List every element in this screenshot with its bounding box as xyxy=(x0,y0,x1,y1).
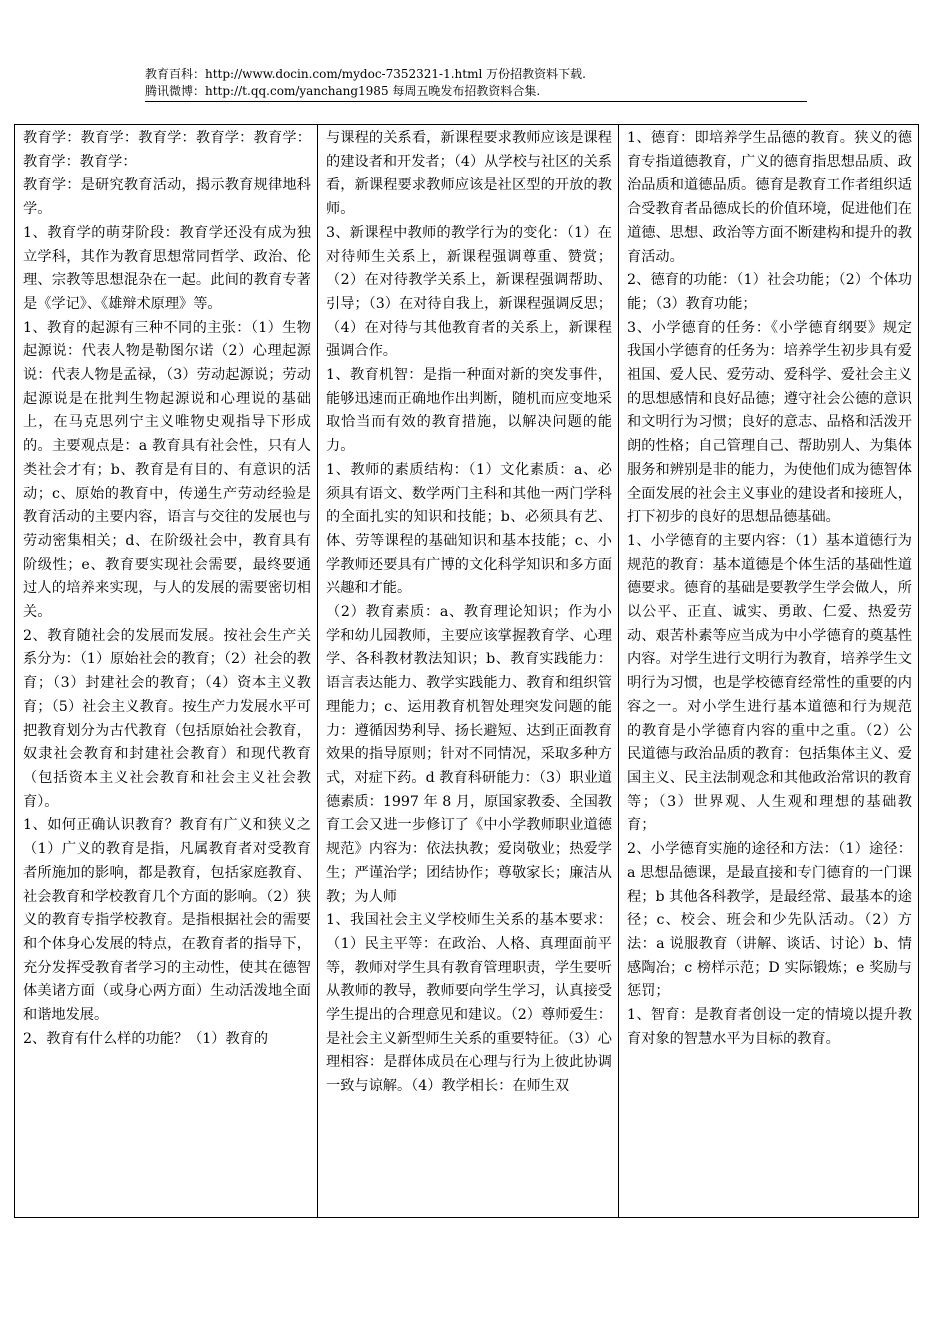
table-column-teachers xyxy=(317,125,618,1217)
paragraph: 1、智育：是教育者创设一定的情境以提升教育对象的智慧水平为目标的教育。 xyxy=(627,1007,912,1047)
paragraph: 教育学：教育学：教育学：教育学：教育学：教育学：教育学： xyxy=(23,130,311,170)
paragraph: 1、我国社会主义学校师生关系的基本要求：（1）民主平等：在政治、人格、真理面前平等，教师对学生具有教育管理职责，学生要听从教师的教导，教师要向学生学习，认真接受学生提出的合理意见和建议。（2）尊师爱生：是社会主义新型师生关系的重要特征。（3）心理相容：是群体成员在心理与行为上彼此协调一致与谅解。（4）教学相长：在师生双 xyxy=(326,912,612,1095)
paragraph: 1、小学德育的主要内容：（1）基本道德行为规范的教育：基本道德是个体生活的基础性道德要求。德育的基础是要教学生学会做人，所以公平、正直、诚实、勇敢、仁爱、热爱劳动、艰苦朴素等应当成为中小学德育的奠基性内容。对学生进行文明行为教育，培养学生文明行为习惯，也是学校德育经常性的重要的内容之一。对小学生进行基本道德和行为规范 的教育是小学德育内容的重中之重。（2）公民道德与政治品质的教育：包括集体主义、爱国主义、民主法制观念和其他政治常识的教育等；（3）世界观、人生观和理想的基础教育； xyxy=(627,532,912,834)
paragraph: 1、德育：即培养学生品德的教育。狭义的德育专指道德教育，广义的德育指思想品质、政治品质和道德品质。德育是教育工作者组织适合受教育者品德成长的价值环境，促进他们在道德、思想、政治等方面不断建构和提升的教育活动。 xyxy=(627,130,912,265)
header-line-weibo: 腾讯微博：http://t.qq.com/yanchang1985 每周五晚发布招教资料合集. xyxy=(145,84,541,98)
paragraph: 1、教育学的萌芽阶段：教育学还没有成为独立学科，其作为教育思想常同哲学、政治、伦理、宗教等思想混杂在一起。此间的教育专著是《学记》、《雄辩术原理》等。 xyxy=(23,224,311,312)
paragraph: 2、小学德育实施的途径和方法：（1）途径：a 思想品德课，是最直接和专门德育的一门课程；b 其他各科教学，是最经常、最基本的途径；c、校会、班会和少先队活动。（2）方法：a 说服教育（讲解、谈话、讨论）b、情感陶冶；c 榜样示范；D 实际锻炼；e 奖励与惩罚； xyxy=(627,841,912,1000)
paragraph: 2、教育有什么样的功能？（1）教育的 xyxy=(23,1030,269,1047)
paragraph: 3、小学德育的任务：《小学德育纲要》规定我国小学德育的任务为：培养学生初步具有爱祖国、爱人民、爱劳动、爱科学、爱社会主义的思想感情和良好品德；遵守社会公德的意识和文明行为习惯；良好的意志、品格和活泼开朗的性格；自己管理自己、帮助别人、为集体服务和辨别是非的能力，为使他们成为德智体全面发展的社会主义事业的建设者和接班人，打下初步的良好的思想品德基础。 xyxy=(627,319,912,526)
content-table xyxy=(14,124,919,1218)
paragraph: 1、教育的起源有三种不同的主张：（1）生物起源说：代表人物是勒图尔诺（2）心理起源说：代表人物是孟禄，（3）劳动起源说；劳动起源说是在批判生物起源说和心理说的基础上，在马克思列宁主义唯物史观指导下形成的。主要观点是：a 教育具有社会性，只有人类社会才有；b、教育是有目的、有意识的活动；c、原始的教育中，传递生产劳动经验是教育活动的主要内容，语言与交往的发展也与劳动密集相关；d、在阶级社会中，教育具有阶级性；e、教育要实现社会需要，最终要通过人的培养来实现，与人的发展的需要密切相关。 xyxy=(23,319,311,621)
paragraph: 1、教师的素质结构：（1）文化素质：a、必须具有语文、数学两门主科和其他一两门学科的全面扎实的知识和技能；b、必须具有艺、体、劳等课程的基础知识和基本技能；c、小学教师还要具有广博的文化科学知识和多方面兴趣和才能。 xyxy=(326,461,612,597)
paragraph: 1、如何正确认识教育？教育有广义和狭义之（1）广义的教育是指，凡属教育者对受教育者所施加的影响，都是教育，包括家庭教育、社会教育和学校教育几个方面的影响。（2）狭义的教育专指学校教育。是指根据社会的需要和个体身心发展的特点，在教育者的指导下，充分发挥受教育者学习的主动性，使其在德智体美诸方面（或身心两方面）生动活泼地全面和谐地发展。 xyxy=(23,817,311,1024)
paragraph: （2）教育素质：a、教育理论知识；作为小学和幼儿园教师，主要应该掌握教育学、心理学、各科教材教法知识；b、教育实践能力：语言表达能力、教学实践能力、教育和组织管理能力；c、运用教育机智处理突发问题的能力：遵循因势利导、扬长避短、达到正面教育效果的指导原则；针对不同情况，采取多种方式，对症下药。d 教育科研能力：（3）职业道德素质：1997 年 8 月，原国家教委、全国教育工会又进一步修订了《中小学教师职业道德规范》内容为：依法执教；爱岗敬业；热爱学生；严谨治学；团结协作；尊敬家长；廉洁从教；为人师 xyxy=(326,604,612,905)
paragraph: 2、德育的功能：（1）社会功能；（2）个体功能；（3）教育功能； xyxy=(627,272,912,312)
paragraph: 3、新课程中教师的教学行为的变化：（1）在对待师生关系上，新课程强调尊重、赞赏；（2）在对待教学关系上，新课程强调帮助、引导；（3）在对待自我上，新课程强调反思；（4）在对待与其他教育者的关系上，新课程强调合作。 xyxy=(326,224,612,360)
paragraph: 2、教育随社会的发展而发展。按社会生产关系分为：（1）原始社会的教育；（2）社会的教育；（3）封建社会的教育；（4）资本主义教育；（5）社会主义教育。按生产力发展水平可把教育划分为古代教育（包括原始社会教育，奴隶社会教育和封建社会教育）和现代教育（包括资本主义社会教育和社会主义社会教育）。 xyxy=(23,627,311,810)
paragraph: 1、教育机智：是指一种面对新的突发事件，能够迅速而正确地作出判断，随机而应变地采取恰当而有效的教育措施，以解决问题的能力。 xyxy=(326,367,612,455)
table-column-moral-education xyxy=(618,125,918,1217)
page-header xyxy=(145,66,807,100)
table-column-education xyxy=(15,125,317,1217)
paragraph: 教育学：是研究教育活动，揭示教育规律地科学。 xyxy=(23,177,311,218)
paragraph: 与课程的关系看，新课程要求教师应该是课程的建设者和开发者；（4）从学校与社区的关系看，新课程要求教师应该是社区型的开放的教师。 xyxy=(326,130,612,218)
header-divider xyxy=(145,101,807,102)
header-line-docin: 教育百科：http://www.docin.com/mydoc-7352321-1.html 万份招教资料下载. xyxy=(145,67,586,81)
